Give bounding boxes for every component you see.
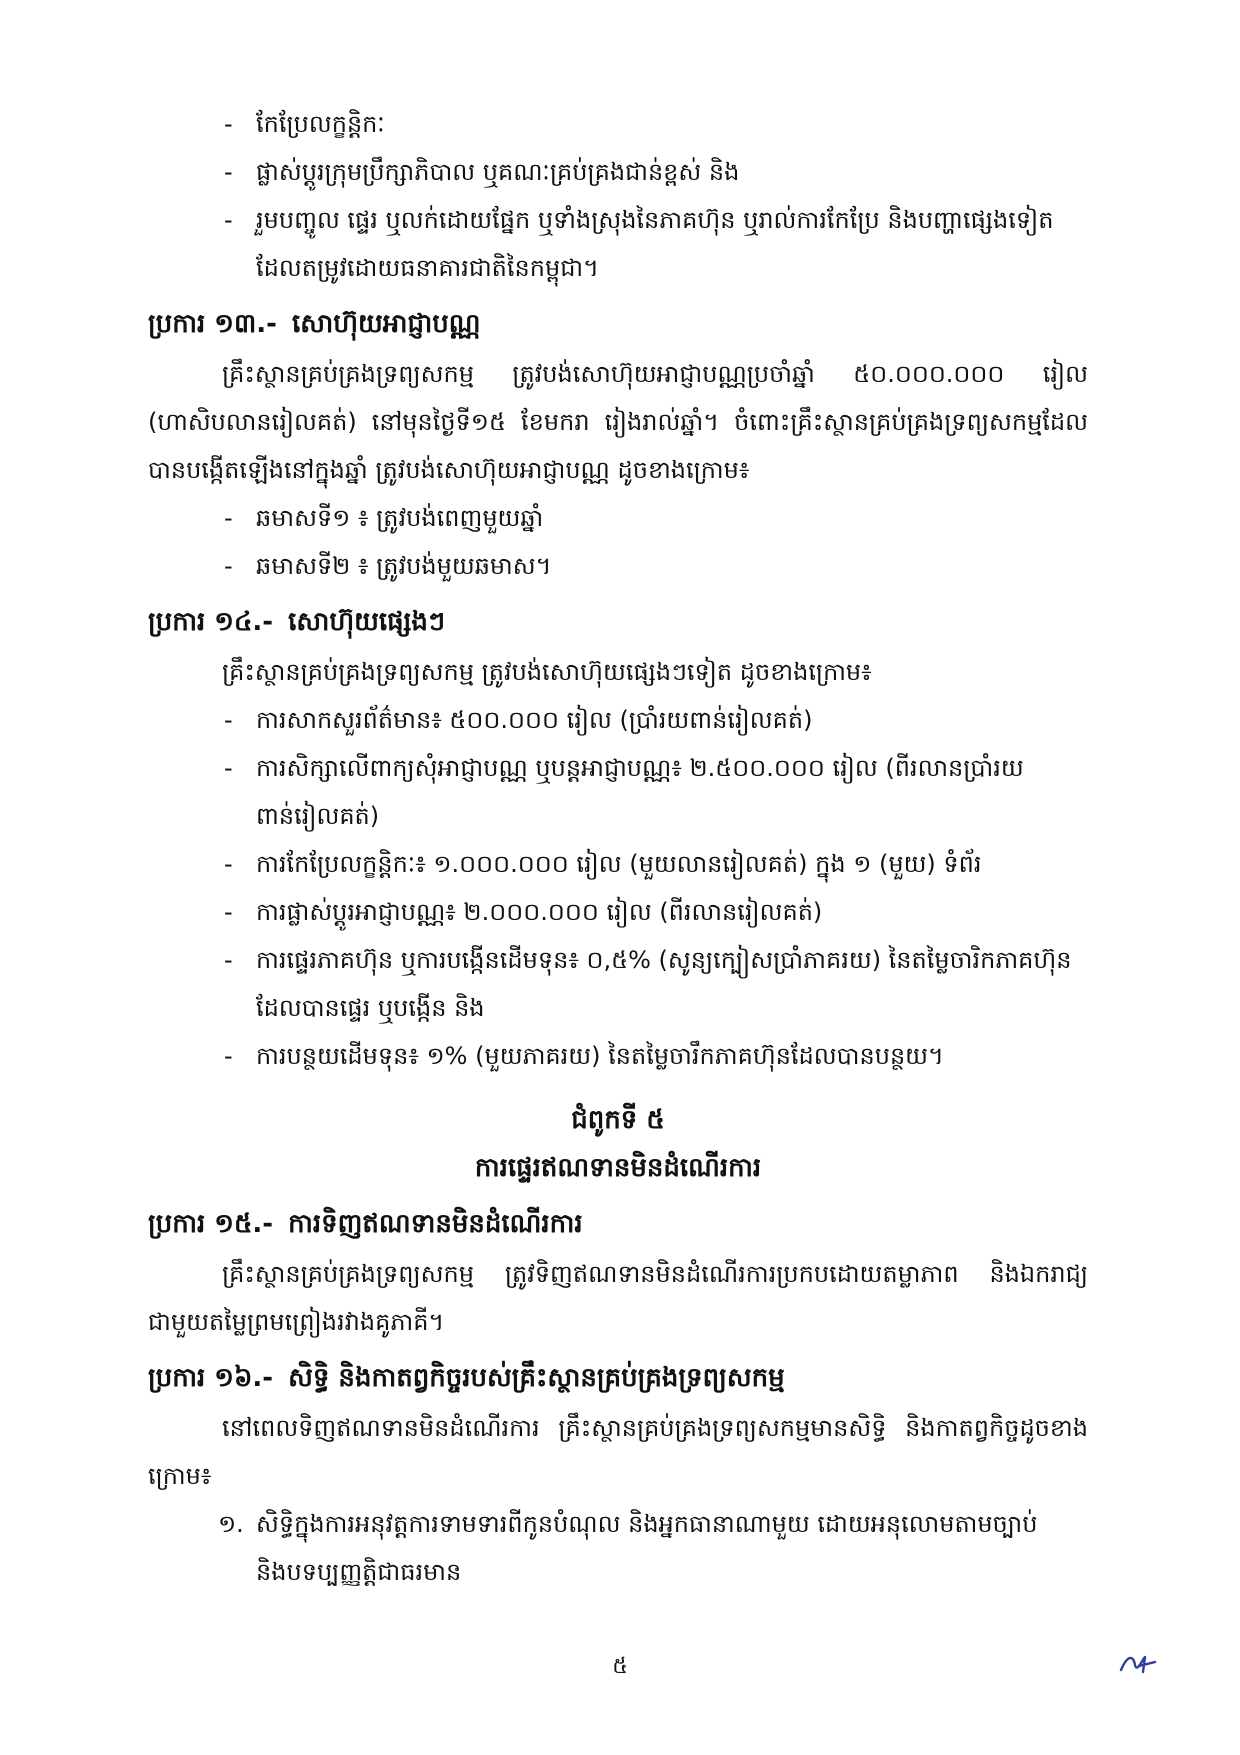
bullet-text: រួមបញ្ចូល ផ្ទេរ ឬលក់ដោយផ្នែក ឬទាំងស្រុងនៃភាគហ៊ុន ឬរាល់ការកែប្រែ និងបញ្ហាផ្សេងទៀតដែលតម្រូវដោយធនាគារជាតិនៃកម្ពុជា។ [256,206,1054,282]
bullet-text: ការកែប្រែលក្ខន្តិកៈ៖ ១.០០០.០០០ រៀល (មួយលានរៀលគត់) ក្នុង ១ (មួយ) ទំព័រ [256,850,982,878]
article-number: ប្រការ ១៥.- [148,1209,274,1239]
chapter-title: ការផ្ទេរឥណទានមិនដំណើរការ [474,1153,762,1183]
article-title: ការទិញឥណទានមិនដំណើរការ [288,1209,583,1239]
chapter-heading [148,1096,1088,1192]
bullet-dash: - [224,552,233,580]
bullet-dash: - [224,504,233,532]
numbered-item [148,1500,1088,1596]
bullet-text: ការសិក្សាលើពាក្យសុំអាជ្ញាបណ្ណ ឬបន្តអាជ្ញាបណ្ណ៖ ២.៥០០.០០០ រៀល (ពីរលានប្រាំរយពាន់រៀលគត់) [256,754,1024,830]
bullet-item [148,196,1088,292]
bullet-item [148,888,1088,936]
article-number: ប្រការ ១៣.- [148,309,277,339]
bullet-text: ការសាកសួរព័ត៌មាន៖ ៥០០.០០០ រៀល (ប្រាំរយពាន់រៀលគត់) [256,706,813,734]
bullet-text: ការបន្ថយដើមទុន៖ ១% (មួយភាគរយ) នៃតម្លៃចារឹកភាគហ៊ុនដែលបានបន្ថយ។ [256,1042,944,1070]
bullet-dash: - [224,850,233,878]
bullet-item [148,542,1088,590]
bullet-dash: - [224,158,233,186]
bullet-text: ការផ្ទេរភាគហ៊ុន ឬការបង្កើនដើមទុន៖ ០,៥% (សូន្យក្បៀសប្រាំភាគរយ) នៃតម្លៃចារិកភាគហ៊ុនដែលបានផ្ទេរ ឬបង្កើន និង [256,946,1072,1022]
bullet-text: ផ្លាស់ប្តូរក្រុមប្រឹក្សាភិបាល ឬគណៈគ្រប់គ្រងជាន់ខ្ពស់ និង [256,158,740,186]
bullet-dash: - [224,754,233,782]
handwritten-initial-mark [1118,1648,1158,1678]
bullet-item [148,744,1088,840]
item-text: សិទ្ធិក្នុងការអនុវត្តការទាមទារពីកូនបំណុល និងអ្នកធានាណាមួយ ដោយអនុលោមតាមច្បាប់និងបទប្បញ្ញត្តិជាធរមាន [256,1510,1038,1586]
bullet-item [148,936,1088,1032]
article-16-heading [148,1352,1088,1404]
bullet-dash: - [224,110,233,138]
article-title: សោហ៊ុយអាជ្ញាបណ្ណ [291,309,481,339]
bullet-dash: - [224,706,233,734]
page-number: ៥ [612,1654,628,1679]
item-numeral: ១. [218,1510,244,1538]
bullet-dash: - [224,1042,233,1070]
bullet-item [148,696,1088,744]
bullet-item [148,100,1088,148]
chapter-number: ជំពូកទី ៥ [571,1105,665,1135]
bullet-item [148,494,1088,542]
bullet-dash: - [224,898,233,926]
article-number: ប្រការ ១៤.- [148,607,274,637]
bullet-text: ឆមាសទី២ ៖ ត្រូវបង់មួយឆមាស។ [256,552,552,580]
article-16-paragraph: នៅពេលទិញឥណទានមិនដំណើរការ គ្រឹះស្ថានគ្រប់គ្រងទ្រព្យសកម្មមានសិទ្ធិ និងកាតព្វកិច្ចដូចខាងក្រោម៖ [148,1414,1088,1490]
bullet-item [148,1032,1088,1080]
bullet-text: កែប្រែលក្ខន្តិកៈ [256,110,385,138]
article-15-heading [148,1198,1088,1250]
article-number: ប្រការ ១៦.- [148,1363,274,1393]
article-15-paragraph: គ្រឹះស្ថានគ្រប់គ្រងទ្រព្យសកម្ម ត្រូវទិញឥណទានមិនដំណើរការប្រកបដោយតម្លាភាព និងឯករាជ្យ ជាមួយតម្លៃព្រមព្រៀងរវាងគូភាគី។ [148,1260,1088,1336]
article-title: សោហ៊ុយផ្សេងៗ [288,607,446,637]
bullet-text: ឆមាសទី១ ៖ ត្រូវបង់ពេញមួយឆ្នាំ [256,504,544,532]
article-13-paragraph: គ្រឹះស្ថានគ្រប់គ្រងទ្រព្យសកម្ម ត្រូវបង់សោហ៊ុយអាជ្ញាបណ្ណប្រចាំឆ្នាំ ៥០.០០០.០០០ រៀល (ហាសិបលានរៀលគត់) នៅមុនថ្ងៃទី១៥ ខែមករា រៀងរាល់ឆ្នាំ។ ចំពោះគ្រឹះស្ថានគ្រប់គ្រងទ្រព្យសកម្មដែលបានបង្កើតឡើងនៅក្នុងឆ្នាំ ត្រូវបង់សោហ៊ុយអាជ្ញាបណ្ណ ដូចខាងក្រោម៖ [148,360,1088,484]
bullet-item [148,148,1088,196]
article-14-paragraph: គ្រឹះស្ថានគ្រប់គ្រងទ្រព្យសកម្ម ត្រូវបង់សោហ៊ុយផ្សេងៗទៀត ដូចខាងក្រោម៖ [222,658,872,686]
bullet-text: ការផ្លាស់ប្តូរអាជ្ញាបណ្ណ៖ ២.០០០.០០០ រៀល (ពីរលានរៀលគត់) [256,898,823,926]
article-title: សិទ្ធិ និងកាតព្វកិច្ចរបស់គ្រឹះស្ថានគ្រប់គ្រងទ្រព្យសកម្ម [288,1363,785,1393]
bullet-dash: - [224,206,233,234]
page-content [148,100,1088,1596]
article-14-heading [148,596,1088,648]
bullet-item [148,840,1088,888]
bullet-dash: - [224,946,233,974]
article-13-heading [148,298,1088,350]
